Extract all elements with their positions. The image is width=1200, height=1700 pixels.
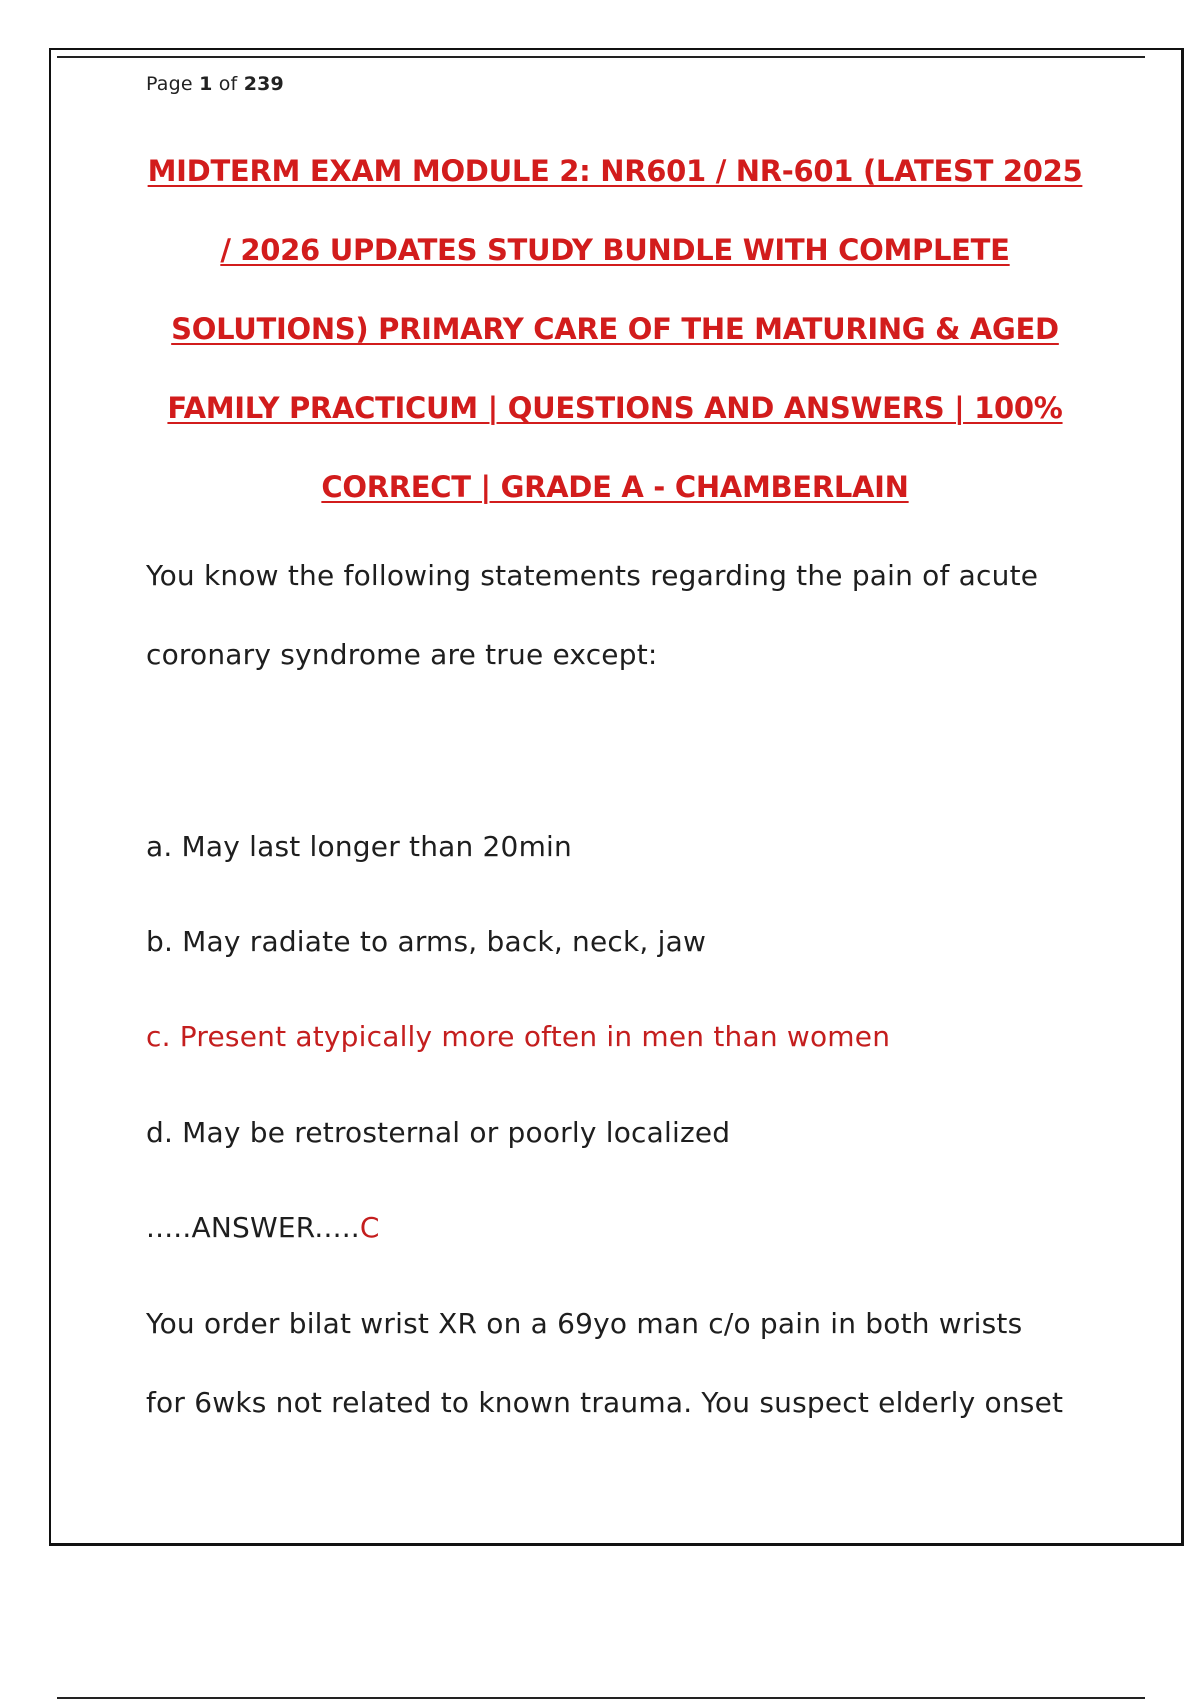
option-b: b. May radiate to arms, back, neck, jaw [146, 925, 707, 958]
question1-stem-line2: coronary syndrome are true except: [146, 638, 658, 671]
answer-value: C [359, 1211, 380, 1244]
page-of-label: of [218, 73, 238, 95]
question2-stem-line1: You order bilat wrist XR on a 69yo man c/o pain in both wrists [146, 1307, 1023, 1340]
answer-prefix: .....ANSWER..... [146, 1211, 360, 1244]
top-rule [57, 56, 1145, 58]
page-label: Page [146, 73, 193, 95]
bottom-rule [57, 1697, 1145, 1699]
title-line-3: SOLUTIONS) PRIMARY CARE OF THE MATURING & AGED [171, 312, 1059, 346]
answer-line [146, 1211, 380, 1244]
title-line-4: FAMILY PRACTICUM | QUESTIONS AND ANSWERS | 100% [167, 391, 1063, 425]
question1-stem-line1: You know the following statements regarding the pain of acute [146, 559, 1039, 592]
option-a: a. May last longer than 20min [146, 830, 572, 863]
page-number [146, 73, 284, 95]
question2-stem-line2: for 6wks not related to known trauma. You suspect elderly onset [146, 1386, 1064, 1419]
document-title [120, 132, 1110, 527]
title-line-1: MIDTERM EXAM MODULE 2: NR601 / NR-601 (LATEST 2025 [147, 154, 1083, 188]
page-total: 239 [243, 73, 284, 95]
title-line-2: / 2026 UPDATES STUDY BUNDLE WITH COMPLETE [220, 233, 1010, 267]
page-current: 1 [199, 73, 213, 95]
option-d: d. May be retrosternal or poorly localized [146, 1116, 731, 1149]
title-line-5: CORRECT | GRADE A - CHAMBERLAIN [321, 470, 909, 504]
option-c-correct: c. Present atypically more often in men than women [146, 1020, 891, 1053]
